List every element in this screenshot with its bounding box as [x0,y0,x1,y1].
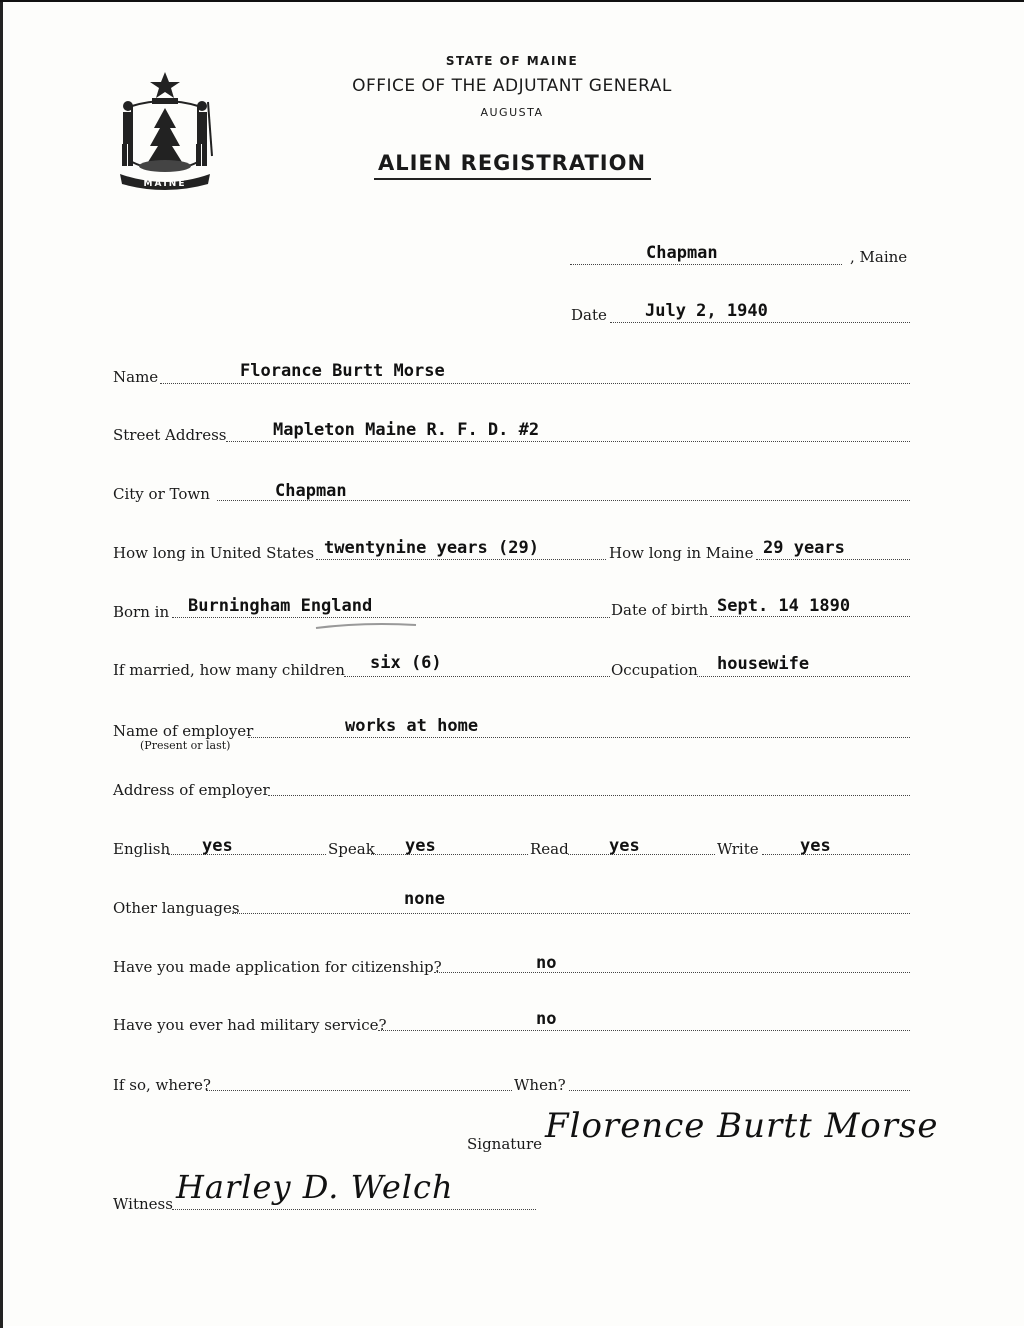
name-line [160,383,910,384]
dob-value: Sept. 14 1890 [717,596,851,616]
date-label: Date [571,306,607,324]
english-line [168,854,326,855]
employer-line [248,737,910,738]
state-suffix: , Maine [850,248,908,266]
write-line [762,854,910,855]
street-value: Mapleton Maine R. F. D. #2 [273,420,540,440]
header-state: STATE OF MAINE [445,54,579,68]
scan-edge [0,2,3,1328]
state-of-maine-seal-icon [112,66,218,194]
other-languages-value: none [404,889,445,909]
city-value: Chapman [275,481,347,501]
witness-line [172,1209,536,1210]
dob-line [710,616,910,617]
title-underline [374,178,651,180]
other-languages-label: Other languages [113,899,240,917]
english-label: English [113,840,171,858]
speak-value: yes [405,836,436,856]
if-so-where-label: If so, where? [113,1076,211,1094]
header-city: AUGUSTA [480,106,544,119]
header-office: OFFICE OF THE ADJUTANT GENERAL [352,76,672,96]
date-value: July 2, 1940 [645,301,768,321]
employer-address-line [268,795,910,796]
other-languages-line [232,913,910,914]
signature-label: Signature [467,1135,543,1153]
children-label: If married, how many children [113,661,345,679]
read-label: Read [530,840,569,858]
how-long-maine-value: 29 years [763,538,845,558]
occupation-line [697,676,910,677]
how-long-us-label: How long in United States [113,544,315,562]
citizenship-line [434,972,910,973]
witness-signature: Harley D. Welch [176,1168,454,1206]
seal-text: MAINE [143,179,187,189]
town-line [570,264,842,265]
date-line [610,322,910,323]
street-label: Street Address [113,426,227,444]
witness-label: Witness [113,1195,173,1213]
speak-line [371,854,528,855]
pencil-mark [314,622,418,630]
when-line [569,1090,910,1091]
children-value: six (6) [370,653,442,673]
speak-label: Speak [328,840,375,858]
employer-address-label: Address of employer [113,781,270,799]
born-in-label: Born in [113,603,170,621]
english-value: yes [202,836,233,856]
occupation-value: housewife [717,654,810,674]
how-long-us-line [316,559,606,560]
write-value: yes [800,836,831,856]
if-so-where-line [206,1090,512,1091]
read-value: yes [609,836,640,856]
employer-label: Name of employer [113,722,254,740]
town-value: Chapman [646,243,718,263]
military-label: Have you ever had military service? [113,1016,387,1034]
how-long-maine-line [756,559,910,560]
military-line [378,1030,910,1031]
name-label: Name [113,368,159,386]
dob-label: Date of birth [611,601,709,619]
citizenship-label: Have you made application for citizenship? [113,958,442,976]
born-in-line [172,617,610,618]
name-value: Florance Burtt Morse [240,361,445,381]
how-long-us-value: twentynine years (29) [324,538,539,558]
how-long-maine-label: How long in Maine [609,544,754,562]
page-title: ALIEN REGISTRATION [377,151,647,175]
citizenship-value: no [536,953,557,973]
employer-value: works at home [345,716,479,736]
when-label: When? [514,1076,566,1094]
born-in-value: Burningham England [188,596,373,616]
city-label: City or Town [113,485,210,503]
employer-sublabel: (Present or last) [140,739,231,752]
street-line [226,441,910,442]
occupation-label: Occupation [611,661,698,679]
children-line [344,676,610,677]
military-value: no [536,1009,557,1029]
read-line [568,854,715,855]
write-label: Write [717,840,759,858]
signature-value: Florence Burtt Morse [545,1106,939,1146]
